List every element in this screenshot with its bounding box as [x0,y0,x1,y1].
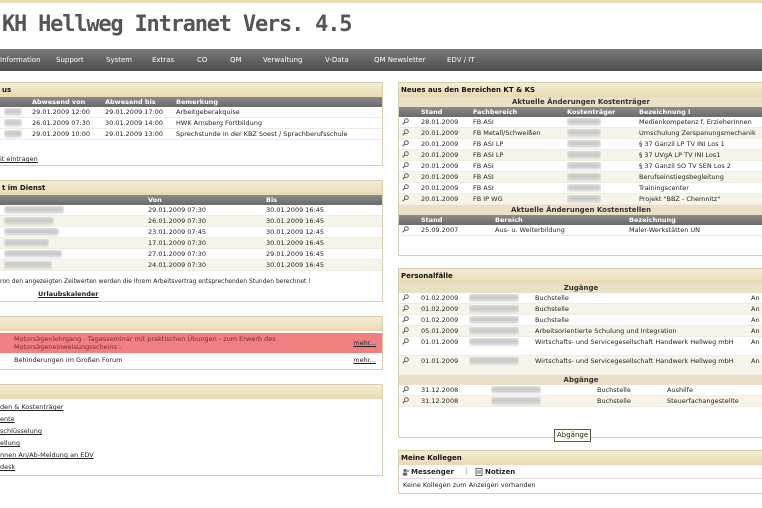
link-4[interactable]: ellung [0,439,20,447]
table-row[interactable]: 20.01.2009 FB ASI Berufseinstiegsbegleitung [399,172,762,183]
news-panel [398,82,762,256]
absences-table-header [0,97,382,107]
table-row: 17.01.2009 07:30 30.01.2009 16:45 [0,238,382,249]
magnifier-icon[interactable] [402,397,409,404]
nav-information[interactable]: Information [0,56,41,64]
nav-system[interactable]: System [106,56,133,64]
magnifier-icon[interactable] [402,386,409,393]
main-navigation [0,49,762,71]
link-2[interactable]: ente [0,415,15,423]
magnifier-icon[interactable] [402,151,409,158]
event-row-highlighted[interactable]: Motorsägenlehrgang - Tagesseminar mit praktischen Übungen - zum Erwerb des Motorsägeneinweisungsscheins - mehr... [0,333,382,353]
magnifier-icon[interactable] [402,327,409,334]
kt-table-header: Stand Fachbereich Kostenträger Bezeichnung I [399,107,762,117]
page-header [0,3,762,48]
table-row[interactable]: 01.02.2009 Buchstelle An [399,293,762,304]
col-to: Bis [266,196,278,204]
magnifier-icon[interactable] [402,129,409,136]
on-duty-note: ron den angezeigten Zeitwerten werden die Ihrem Arbeitsvertrag entsprechenden Stunden berechnet ! [0,278,311,285]
magnifier-icon[interactable] [402,140,409,147]
magnifier-icon[interactable] [402,195,409,202]
on-duty-panel [0,180,383,302]
event-row[interactable]: Behinderungen im Großen Forum mehr... [14,356,376,364]
col-absent-from: Abwesend von [32,98,86,106]
table-row: 29.01.2009 10:00 29.01.2009 13:00 Sprechstunde in der KBZ Soest / Sprachberufsschule [0,129,382,140]
magnifier-icon[interactable] [402,338,409,345]
personnel-panel [398,268,762,438]
magnifier-icon[interactable] [402,226,409,233]
event-more-link[interactable]: mehr... [353,356,376,364]
magnifier-icon[interactable] [402,294,409,301]
personnel-in-title: Zugänge [399,283,762,293]
table-row[interactable]: 05.01.2009 Arbeitsorientierte Schulung und Integration An [399,326,762,337]
link-cost-centers[interactable]: den & Kostenträger [0,403,64,411]
links-panel [0,384,383,476]
tab-notes[interactable]: Notizen [485,468,516,476]
nav-verwaltung[interactable]: Verwaltung [263,56,303,64]
table-row[interactable]: 01.02.2009 Buchstelle An [399,315,762,326]
colleagues-panel [398,450,762,494]
magnifier-icon[interactable] [402,184,409,191]
absences-panel [0,82,383,166]
magnifier-icon[interactable] [402,357,409,364]
colleagues-tabs: Messenger | Notizen [399,466,762,479]
ks-table-header: Stand Bereich Bezeichnung [399,215,762,225]
table-row: 24.01.2009 07:30 30.01.2009 16:45 [0,260,382,271]
magnifier-icon[interactable] [402,173,409,180]
nav-extras[interactable]: Extras [152,56,175,64]
magnifier-icon[interactable] [402,305,409,312]
events-header [0,317,382,331]
links-header [0,385,382,399]
nav-edv-it[interactable]: EDV / IT [447,56,475,64]
nav-qm-newsletter[interactable]: QM Newsletter [374,56,426,64]
news-header: Neues aus den Bereichen KT & KS [399,83,762,97]
col-absent-to: Abwesend bis [105,98,156,106]
table-row[interactable]: 20.01.2009 FB IP WG Projekt "BBZ - Chemnitz" [399,194,762,205]
table-row: 29.01.2009 07:30 30.01.2009 16:45 [0,205,382,216]
on-duty-header: t im Dienst [0,181,382,195]
vacation-calendar-link[interactable]: Urlaubskalender [38,290,99,298]
table-row[interactable]: 01.01.2009 Wirtschafts- und Servicegesellschaft Handwerk Hellweg mbH An [399,356,762,375]
table-row[interactable]: 31.12.2008 Buchstelle Steuerfachangestellte [399,396,762,407]
absences-header: us [0,83,382,97]
on-duty-table-header [0,195,382,205]
table-row[interactable]: 28.01.2009 FB ASI Medienkompetenz f. ErzieherInnen [399,117,762,128]
tooltip: Abgänge [554,429,591,442]
table-row[interactable]: 20.01.2009 FB ASI § 37 Ganzil SO TV SEN Los 2 [399,161,762,172]
table-row[interactable]: 01.01.2009 Wirtschafts- und Servicegesellschaft Handwerk Hellweg mbH An [399,337,762,356]
notes-icon [475,468,483,476]
absence-enter-link[interactable]: it eintragen [0,155,38,163]
ks-changes-title: Aktuelle Änderungen Kostenstellen [399,205,762,215]
colleagues-empty-message: Keine Kollegen zum Anzeigen vorhanden [403,481,536,489]
link-desk[interactable]: desk [0,463,16,471]
table-row: 23.01.2009 07:45 30.01.2009 12:45 [0,227,382,238]
personnel-header: Personalfälle [399,269,762,283]
col-from: Von [148,196,162,204]
magnifier-icon[interactable] [402,316,409,323]
nav-v-data[interactable]: V-Data [325,56,349,64]
page-title: KH Hellweg Intranet Vers. 4.5 [2,12,352,37]
table-row[interactable]: 20.01.2009 FB Metall/Schweißen Umschulung Zerspanungsmechanik [399,128,762,139]
table-row: 29.01.2009 12:00 29.01.2009 17:00 Arbeitgeberakquise [0,107,382,118]
nav-qm[interactable]: QM [230,56,242,64]
personnel-out-title: Abgänge [399,375,762,385]
table-row[interactable]: 20.01.2009 FB ASI LP § 37 Ganzil LP TV INI Los 1 [399,139,762,150]
table-row: 26.01.2009 07:30 30.01.2009 14:00 HWK Arnsberg Fortbildung [0,118,382,129]
table-row[interactable]: 20.01.2009 FB ASI LP § 37 UVgA LP TV INI Los1 [399,150,762,161]
magnifier-icon[interactable] [402,162,409,169]
table-row: 27.01.2009 07:30 29.01.2009 16:45 [0,249,382,260]
nav-co[interactable]: CO [197,56,208,64]
colleagues-header: Meine Kollegen [399,451,762,465]
tab-messenger[interactable]: Messenger [411,468,454,476]
link-edv-registration[interactable]: nnen An/Ab-Meldung an EDV [0,451,94,459]
table-row[interactable]: 01.02.2009 Buchstelle An [399,304,762,315]
table-row[interactable]: 25.09.2007 Aus- u. Weiterbildung Maler-Werkstätten UN [399,225,762,236]
event-more-link[interactable]: mehr... [353,339,376,347]
users-icon [402,468,410,476]
table-row[interactable]: 20.01.2009 FB ASI Trainingscenter [399,183,762,194]
link-3[interactable]: schlüsselung [0,427,42,435]
events-panel [0,316,383,370]
kt-changes-title: Aktuelle Änderungen Kostenträger [399,97,762,107]
nav-support[interactable]: Support [56,56,84,64]
magnifier-icon[interactable] [402,118,409,125]
table-row: 26.01.2009 07:30 30.01.2009 16:45 [0,216,382,227]
col-remark: Bemerkung [176,98,218,106]
table-row[interactable]: 31.12.2008 Buchstelle Aushilfe [399,385,762,396]
